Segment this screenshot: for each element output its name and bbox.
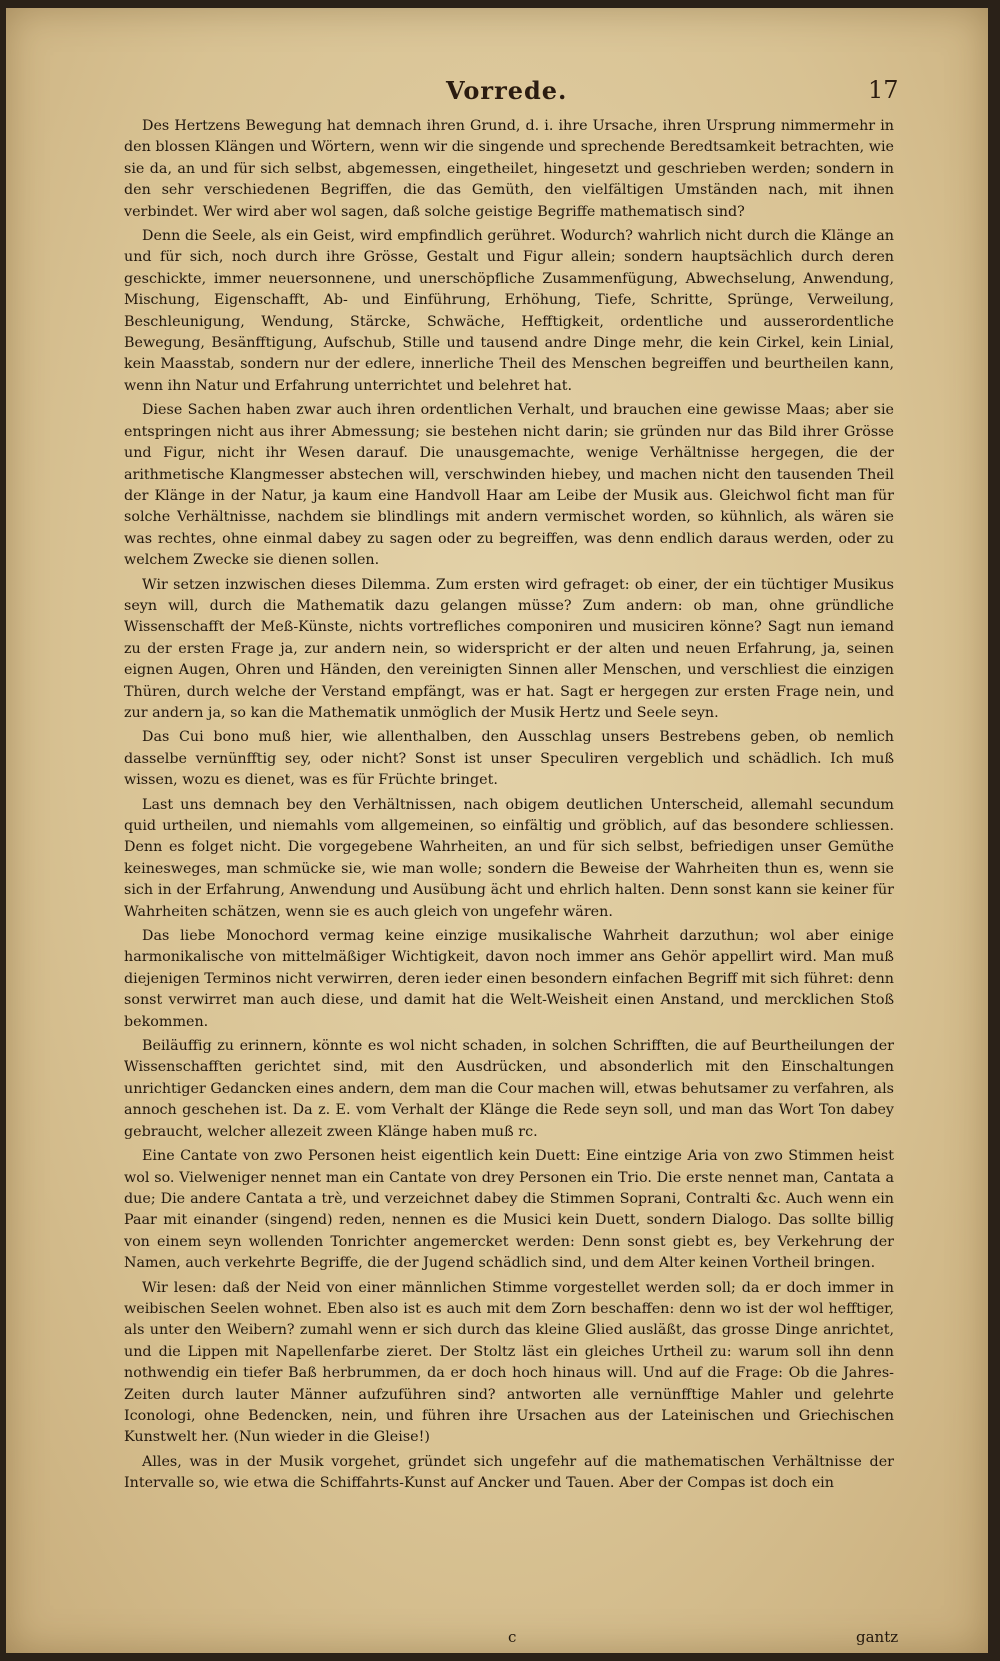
page-body <box>124 116 894 1498</box>
page-number: 17 <box>868 76 899 104</box>
paragraph: Das Cui bono muß hier, wie allenthalben, den Ausschlag unsers Bestrebens geben, ob nemlich dasselbe vernünfftig sey, oder nicht? Sonst ist unser Speculiren vergeblich und schädlich. Ich muß wissen, wozu es dienet, was es für Früchte bringet. <box>124 729 894 789</box>
catchword: gantz <box>856 1628 899 1646</box>
running-head <box>6 76 988 112</box>
paragraph: Last uns demnach bey den Verhältnissen, nach obigem deutlichen Unterscheid, allemahl secundum quid urtheilen, und niemahls vom allgemeinen, so einfältig und gröblich, auf das besondere schliessen. Denn es folget nicht. Die vorgegebene Wahrheiten, an und für sich selbst, befriedigen unser Gemüthe keinesweges, man schmücke sie, wie man wolle; sondern die Beweise der Wahrheiten thun es, wenn sie sich in der Erfahrung, Anwendung und Ausübung ächt und ehrlich halten. Denn sonst kann sie keiner für Wahrheiten schätzen, wenn sie es auch gleich von ungefehr wären. <box>124 796 894 920</box>
paragraph: Alles, was in der Musik vorgehet, gründet sich ungefehr auf die mathematischen Verhältnisse der Intervalle so, wie etwa die Schiffahrts-Kunst auf Ancker und Tauen. Aber der Compas ist doch ein <box>124 1453 894 1492</box>
paragraph: Wir lesen: daß der Neid von einer männlichen Stimme vorgestellet werden soll; da er doch immer in weibischen Seelen wohnet. Eben also ist es auch mit dem Zorn beschaffen: denn wo ist der wol hefftiger, als unter den Weibern? zumahl wenn er sich durch das kleine Glied ausläßt, das grosse Dinge anrichtet, und die Lippen mit Napellenfarbe zieret. Der Stoltz läst ein gleiches Urtheil zu: warum soll ihn denn nothwendig ein tiefer Baß herbrummen, da er doch hoch hinaus will. Und auf die Frage: Ob die Jahres-Zeiten durch lauter Männer aufzuführen sind? antworten alle vernünfftige Mahler und gelehrte Iconologi, ohne Bedencken, nein, und führen ihre Ursachen aus der Lateinischen und Griechischen Kunstwelt her. (Nun wieder in die Gleise!) <box>124 1279 894 1446</box>
signature-mark: c <box>508 1628 517 1646</box>
paragraph: Des Hertzens Bewegung hat demnach ihren Grund, d. i. ihre Ursache, ihren Ursprung nimmermehr in den blossen Klängen und Wörtern, wenn wir die singende und sprechende Beredtsamkeit betrachten, wie sie da, an und für sich selbst, abgemessen, eingetheilet, hingesetzt und geschrieben werden; sondern in den sehr verschiedenen Begriffen, die das Gemüth, den vielfältigen Umständen nach, mit ihnen verbindet. Wer wird aber wol sagen, daß solche geistige Begriffe mathematisch sind? <box>124 118 894 220</box>
page-title: Vorrede. <box>446 76 568 105</box>
paragraph: Denn die Seele, als ein Geist, wird empfindlich gerühret. Wodurch? wahrlich nicht durch die Klänge an und für sich, noch durch ihre Grösse, Gestalt und Figur allein; sondern hauptsächlich durch deren geschickte, immer neuersonnene, und unerschöpfliche Zusammenfügung, Abwechselung, Anwendung, Mischung, Eigenschafft, Ab- und Einführung, Erhöhung, Tiefe, Schritte, Sprünge, Verweilung, Beschleunigung, Wendung, Stärcke, Schwäche, Hefftigkeit, ordentliche und ausserordentliche Bewegung, Besänfftigung, Aufschub, Stille und tausend andre Dinge mehr, die kein Cirkel, kein Linial, kein Maasstab, sondern nur der edlere, innerliche Theil des Menschen begreiffen und beurtheilen kann, wenn ihn Natur und Erfahrung unterrichtet und belehret hat. <box>124 228 894 394</box>
paragraph: Wir setzen inzwischen dieses Dilemma. Zum ersten wird gefraget: ob einer, der ein tüchtiger Musikus seyn will, durch die Mathematik dazu gelangen müsse? Zum andern: ob man, ohne gründliche Wissenschafft der Meß-Künste, nichts vortrefliches componiren und musiciren könne? Sagt nun iemand zu der ersten Frage ja, zur andern nein, so widerspricht er der alten und neuen Erfahrung, ja, seinen eignen Augen, Ohren und Händen, den vereinigten Sinnen aller Menschen, und verschliest die einzigen Thüren, durch welche der Verstand empfängt, was er hat. Sagt er hergegen zur ersten Frage nein, und zur andern ja, so kan die Mathematik unmöglich der Musik Hertz und Seele seyn. <box>124 576 894 721</box>
paragraph: Eine Cantate von zwo Personen heist eigentlich kein Duett: Eine eintzige Aria von zwo Stimmen heist wol so. Vielweniger nennet man ein Cantate von drey Personen ein Trio. Die erste nennet man, Cantata a due; Die andere Cantata a trè, und verzeichnet dabey die Stimmen Soprani, Contralti &c. Auch wenn ein Paar mit einander (singend) reden, nennen es die Musici kein Duett, sondern Dialogo. Das sollte billig von einem seyn wollenden Tonrichter angemercket werden: Denn sonst giebt es, bey Verkehrung der Namen, auch verkehrte Begriffe, die der Jugend schädlich sind, und dem Alter keinen Vortheil bringen. <box>124 1148 894 1272</box>
paragraph: Das liebe Monochord vermag keine einzige musikalische Wahrheit darzuthun; wol aber einige harmonikalische von mittelmäßiger Wichtigkeit, davon noch immer ans Gehör appellirt wird. Man muß diejenigen Terminos nicht verwirren, deren ieder einen besondern einfachen Begriff mit sich führet: denn sonst verwirret man auch diese, und damit hat die Welt-Weisheit einen Anstand, und mercklichen Stoß bekommen. <box>124 928 894 1030</box>
paragraph: Diese Sachen haben zwar auch ihren ordentlichen Verhalt, und brauchen eine gewisse Maas; aber sie entspringen nicht aus ihrer Abmessung; sie bestehen nicht darin; sie gründen nur das Bild ihrer Grösse und Figur, nicht ihr Wesen darauf. Die unausgemachte, wenige Verhältnisse hergegen, die der arithmetische Klangmesser abstechen will, verschwinden hiebey, und machen nicht den tausenden Theil der Klänge in der Natur, ja kaum eine Handvoll Haar am Leibe der Musik aus. Gleichwol ficht man für solche Verhältnisse, nachdem sie blindlings mit andern vermischet worden, so kühnlich, als wären sie was rechtes, ohne einmal dabey zu sagen oder zu begreiffen, was denn endlich daraus werden, oder zu welchem Zwecke sie dienen sollen. <box>124 402 894 569</box>
paragraph: Beiläuffig zu erinnern, könnte es wol nicht schaden, in solchen Schrifften, die auf Beurtheilungen der Wissenschafften gerichtet sind, mit den Ausdrücken, und absonderlich mit den Einschaltungen unrichtiger Gedancken eines andern, dem man die Cour machen will, etwas behutsamer zu verfahren, als annoch geschehen ist. Da z. E. vom Verhalt der Klänge die Rede seyn soll, und man das Wort Ton dabey gebraucht, welcher allezeit zween Klänge haben muß rc. <box>124 1038 894 1140</box>
book-page <box>6 8 988 1653</box>
